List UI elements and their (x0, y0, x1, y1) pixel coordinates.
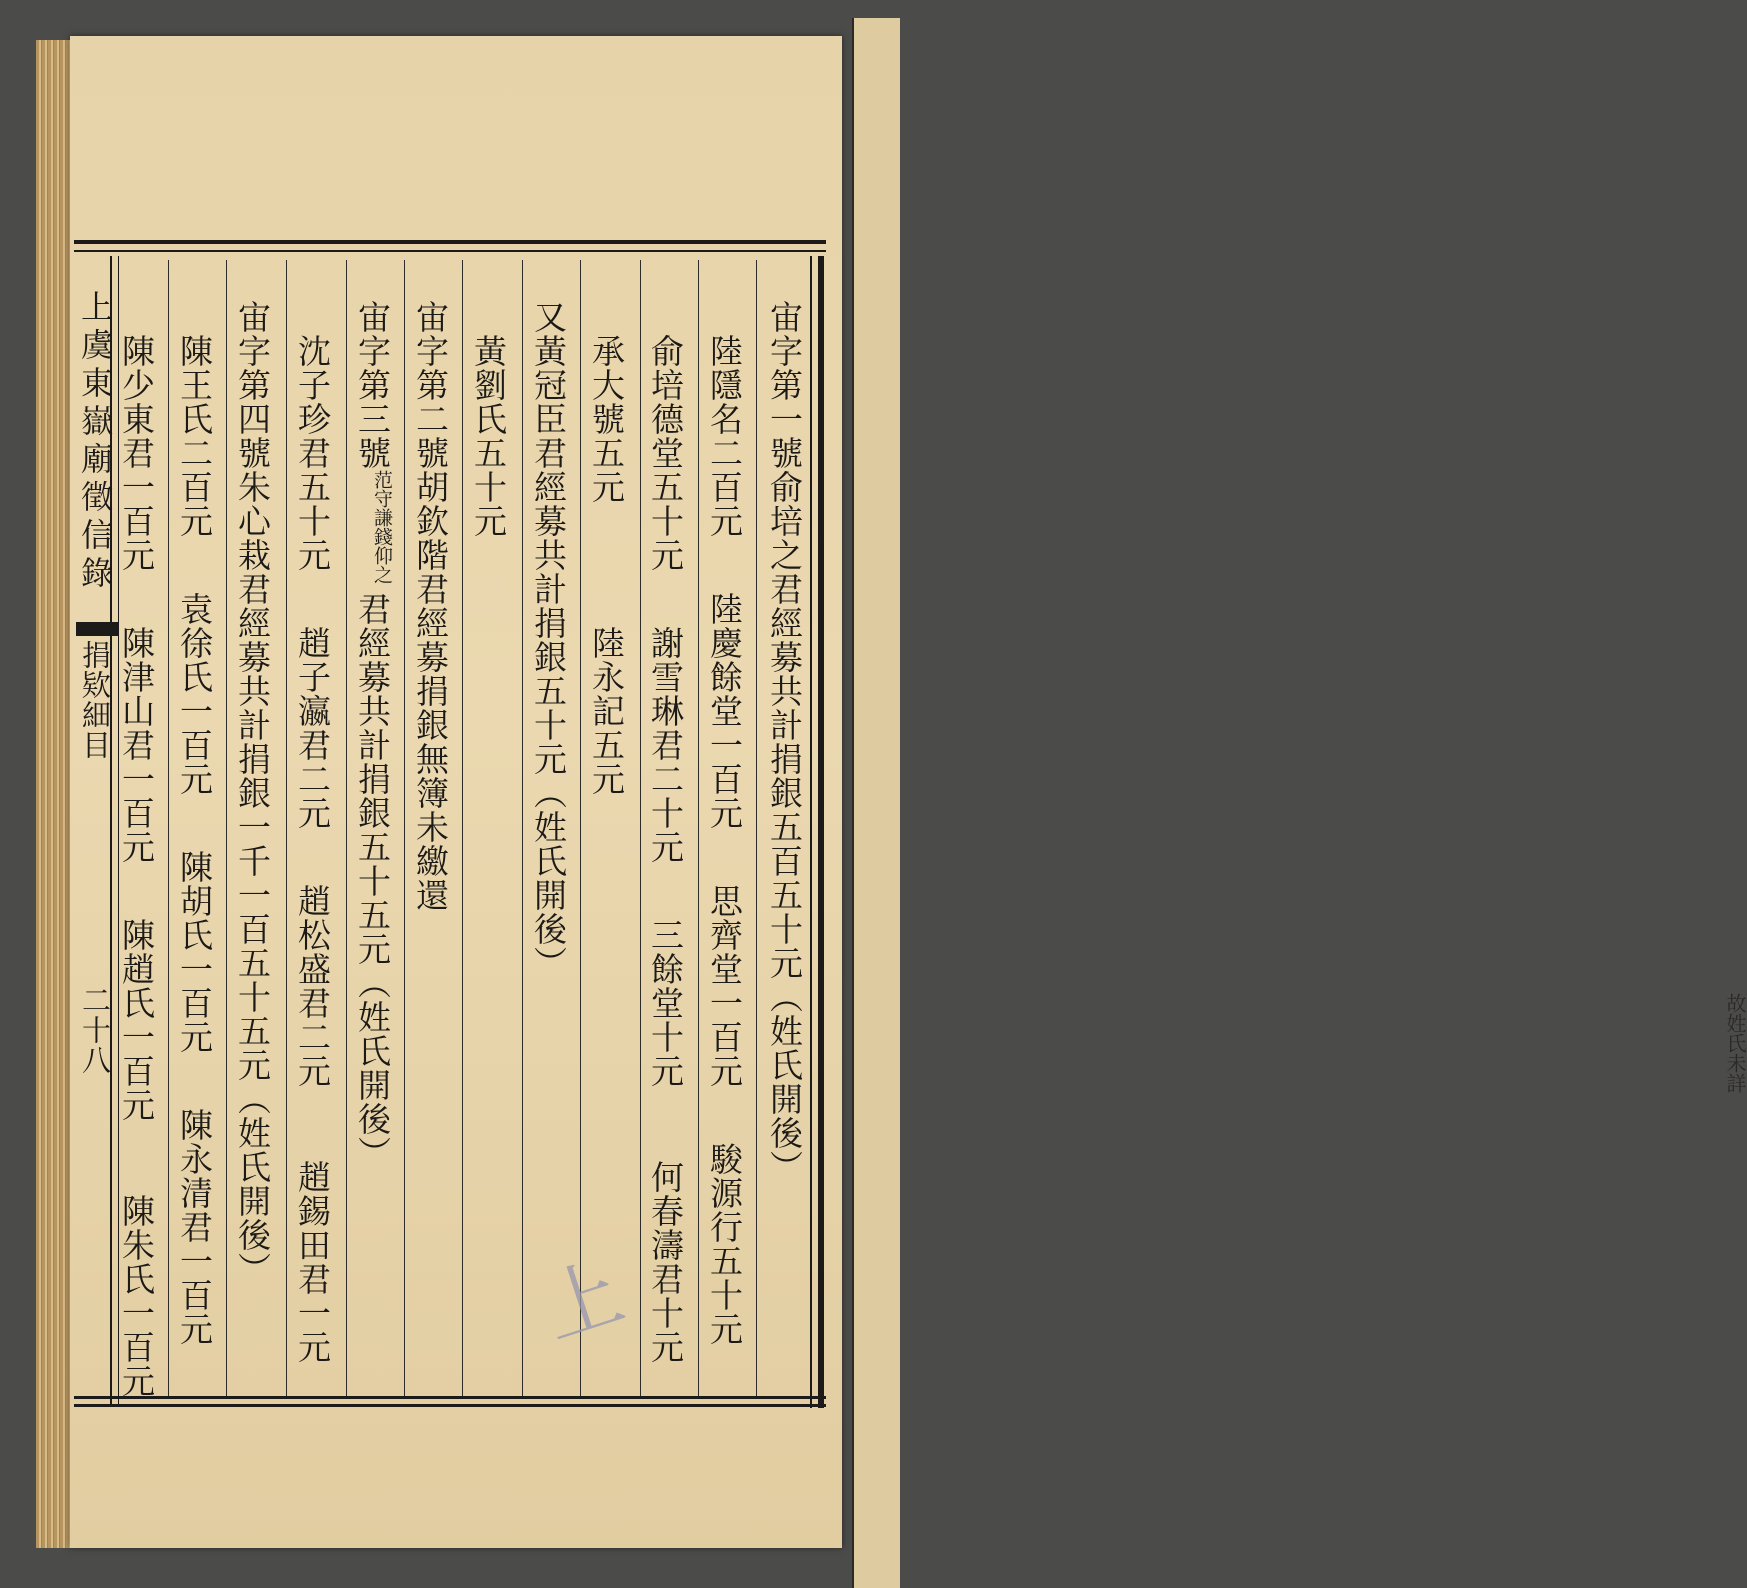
donor-list-column-2 (704, 334, 744, 1346)
frame-bottom-a (74, 1396, 826, 1399)
annotation-name: 錢仰之 (371, 527, 393, 584)
donor-entry: 陸慶餘堂一百元 (705, 592, 744, 830)
donor-list-column-4 (586, 334, 626, 796)
section-title: 捐欵細目 (78, 640, 112, 760)
donor-entry: 陳津山君一百元 (117, 626, 156, 864)
donor-entry: 沈子珍君五十元 (293, 334, 332, 572)
column-rule (580, 260, 581, 1396)
entry-column-5: 又黃冠臣君經募共計捐銀五十元（姓氏開後） (529, 300, 568, 980)
column-rule (522, 260, 523, 1396)
donor-entry: 趙松盛君二元 (293, 884, 332, 1088)
entry-column-8 (352, 300, 392, 1170)
column-rule (640, 260, 641, 1396)
donor-entry: 承大號五元 (587, 334, 626, 504)
adjacent-page (852, 18, 1747, 1588)
page-number: 二十八 (78, 985, 112, 1075)
entry-column-6: 黃劉氏五十元 (469, 334, 508, 538)
frame-bottom-b (74, 1404, 826, 1407)
donor-entry: 陳王氏二百元 (175, 334, 214, 538)
frame-top-inner (74, 250, 826, 252)
donor-entry: 趙子瀛君二元 (293, 626, 332, 830)
annotation-names (372, 470, 392, 584)
column-rule (168, 260, 169, 1396)
donor-entry: 思齊堂一百元 (705, 884, 744, 1088)
annotation-name: 范守謙 (371, 470, 393, 527)
donor-entry: 陳胡氏一百元 (175, 850, 214, 1054)
donor-entry: 俞培德堂五十元 (646, 334, 685, 572)
donor-list-column-12 (116, 334, 156, 1398)
frame-right (818, 256, 824, 1408)
donor-entry: 陳永清君一百元 (175, 1108, 214, 1346)
column-rule (286, 260, 287, 1396)
column-rule (404, 260, 405, 1396)
adjacent-page-margin-text: 故姓氏未詳 (1723, 993, 1747, 1093)
donor-entry: 陸永記五元 (587, 626, 626, 796)
entry-text: 宙字第三號 (353, 300, 392, 470)
column-rule (346, 260, 347, 1396)
donor-list-column-3 (645, 334, 685, 1364)
entry-column-7: 宙字第二號胡欽階君經募捐銀無簿未繳還 (411, 300, 450, 912)
donor-entry: 陳趙氏一百元 (117, 918, 156, 1122)
frame-right-thin (810, 256, 812, 1408)
entry-text: 君經募共計捐銀五十五元（姓氏開後） (353, 592, 392, 1170)
book-title: 上虞東嶽廟徵信錄 (76, 290, 114, 594)
donor-entry: 陳朱氏一百元 (117, 1194, 156, 1398)
fishtail-mark (76, 622, 118, 636)
column-rule (756, 260, 757, 1396)
donor-list-column-9 (292, 334, 332, 1364)
entry-column-10: 宙字第四號朱心栽君經募共計捐銀一千一百五十五元（姓氏開後） (233, 300, 272, 1286)
donor-entry: 駿源行五十元 (705, 1142, 744, 1346)
donor-entry: 三餘堂十元 (646, 918, 685, 1088)
donor-entry: 袁徐氏一百元 (175, 592, 214, 796)
frame-top (74, 240, 826, 244)
column-rule (698, 260, 699, 1396)
entry-column-1: 宙字第一號俞培之君經募共計捐銀五百五十元（姓氏開後） (765, 300, 804, 1184)
column-rule (462, 260, 463, 1396)
donor-entry: 趙錫田君一元 (293, 1160, 332, 1364)
donor-entry: 謝雪琳君二十元 (646, 626, 685, 864)
donor-entry: 陳少東君一百元 (117, 334, 156, 572)
faded-seal-stamp: 上 (532, 1246, 635, 1357)
donor-entry: 何春濤君十元 (646, 1160, 685, 1364)
donor-entry: 陸隱名二百元 (705, 334, 744, 538)
donor-list-column-11 (174, 334, 214, 1346)
page-edge (36, 40, 74, 1548)
column-rule (226, 260, 227, 1396)
